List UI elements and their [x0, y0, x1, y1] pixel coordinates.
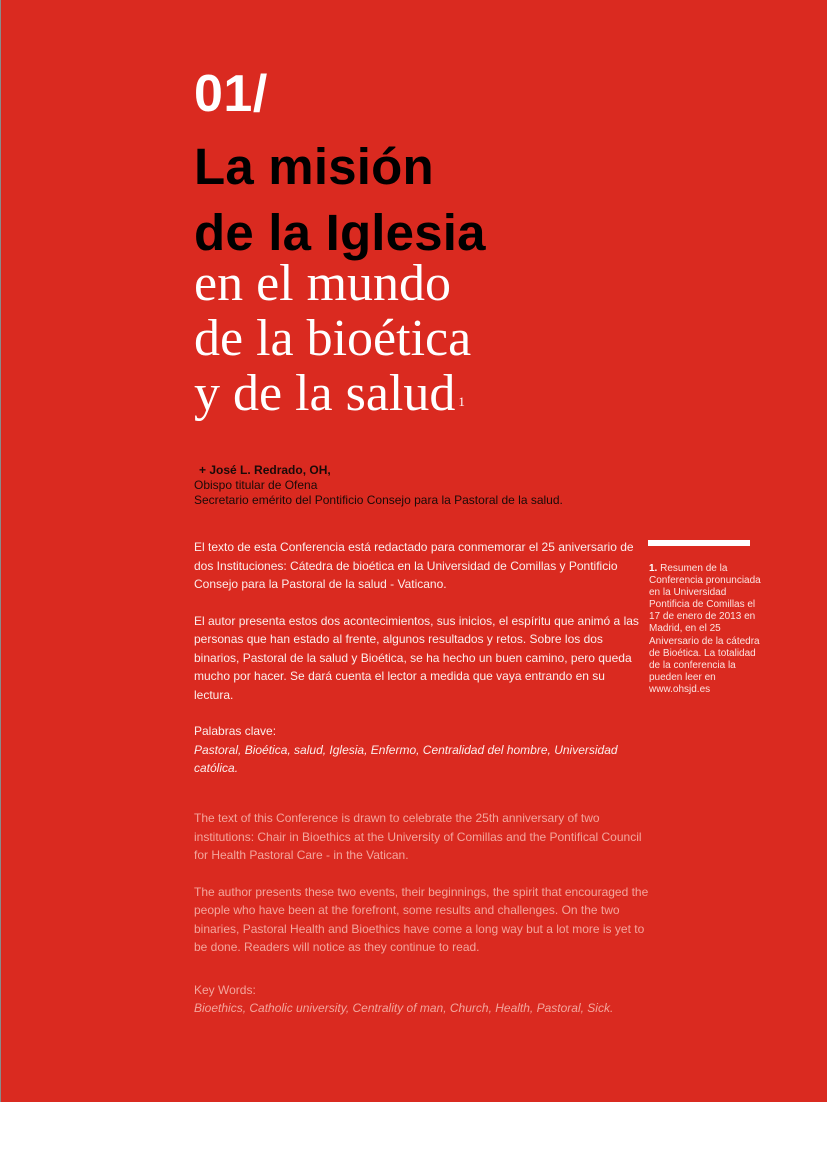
keywords-es-label: Palabras clave: [194, 724, 277, 738]
footnote-sidebar [649, 563, 761, 696]
author-name: + José L. Redrado, OH, [199, 463, 331, 477]
footnote-divider-bar [648, 540, 750, 546]
keywords-es [194, 722, 644, 778]
abstract-en-paragraph-1: The text of this Conference is drawn to celebrate the 25th anniversary of two institutions: Chair in Bioethics at the University of Comillas and the Pontifical Council for Health Pastoral Care - in the Vatican. [194, 811, 642, 862]
author-role-2: Secretario emérito del Pontificio Consejo para la Pastoral de la salud. [194, 493, 563, 507]
keywords-en-list: Bioethics, Catholic university, Centrality of man, Church, Health, Pastoral, Sick. [194, 1001, 614, 1015]
footnote-reference[interactable]: 1 [458, 394, 465, 409]
abstract-es-paragraph-2: El autor presenta estos dos acontecimientos, sus inicios, el espíritu que animó a las personas que han estado al frente, algunos resultados y retos. Sobre los dos binarios, Pastoral de la salud y Bioética, se ha hecho un buen camino, pero queda mucho por hacer. Se dará cuenta el lector a medida que vaya entrando en su lectura. [194, 613, 639, 702]
abstract-en-paragraph-2: The author presents these two events, their beginnings, the spirit that encouraged the people who have been at the forefront, some results and challenges. On the two binaries, Pastoral Health and Bioethics have come a long way but a lot more is yet to be done. Readers will notice as they continue to read. [194, 884, 649, 954]
title-serif-line-2: de la bioética [194, 310, 472, 367]
title-bold-line-2: de la Iglesia [194, 204, 486, 261]
keywords-en [194, 981, 654, 1018]
footnote-text: Resumen de la Conferencia pronunciada en la Universidad Pontificia de Comillas el 17 de enero de 2013 en Madrid, en el 25 Aniversario de la cátedra de Bioética. La totalidad de la conferencia la pueden leer en www.ohsjd.es [649, 563, 761, 695]
abstract-es-paragraph-1: El texto de esta Conferencia está redactado para conmemorar el 25 aniversario de dos Instituciones: Cátedra de bioética en la Universidad de Comillas y Pontificio Consejo para la Pastoral de la salud - Vaticano. [194, 540, 634, 591]
author-block [194, 463, 563, 508]
keywords-en-label: Key Words: [194, 982, 256, 997]
title-bold-line-1: La misión [194, 138, 434, 195]
title-serif-line-1: en el mundo [194, 255, 452, 312]
abstract-spanish [194, 538, 644, 778]
keywords-es-list: Pastoral, Bioética, salud, Iglesia, Enfermo, Centralidad del hombre, Universidad católica. [194, 742, 618, 775]
abstract-english [194, 809, 654, 1018]
title-serif-line-3 [194, 366, 471, 421]
author-role-1: Obispo titular de Ofena [194, 478, 318, 492]
title-serif-line-3-text: y de la salud [194, 365, 456, 422]
article-subtitle-serif [194, 256, 471, 421]
article-title-bold [194, 134, 486, 266]
article-number: 01/ [194, 65, 268, 123]
footnote-number: 1. [649, 563, 658, 574]
